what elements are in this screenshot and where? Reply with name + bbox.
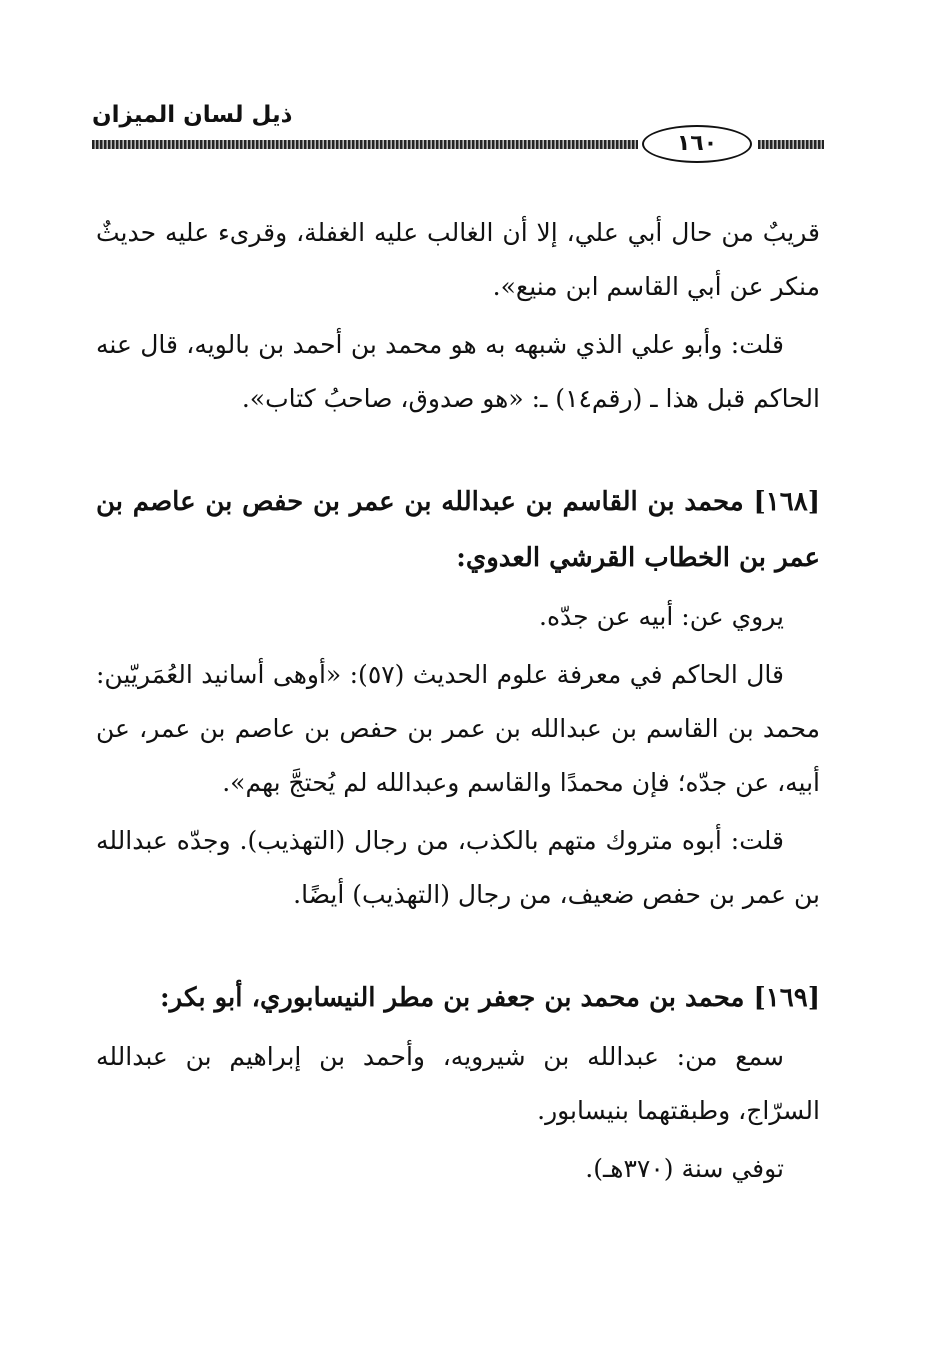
paragraph: سمع من: عبدالله بن شيرويه، وأحمد بن إبراهيم بن عبدالله السرّاج، وطبقتهما بنيسابور. [96,1042,820,1125]
paragraph: قلت: أبوه متروك متهم بالكذب، من رجال (التهذيب). وجدّه عبدالله بن عمر بن حفص ضعيف، من رجال (التهذيب) أيضًا. [96,826,820,909]
paragraph: قريبٌ من حال أبي علي، إلا أن الغالب عليه الغفلة، وقرىء عليه حديثٌ منكر عن أبي القاسم ابن منيع». [96,218,820,301]
entry-heading: [١٦٨] محمد بن القاسم بن عبدالله بن عمر بن حفص بن عاصم بن عمر بن الخطاب القرشي العدوي: [96,487,820,573]
page-number: ١٦٠ [642,125,752,163]
page-body [96,206,820,1196]
paragraph: قلت: وأبو علي الذي شبهه به هو محمد بن أحمد بن بالويه، قال عنه الحاكم قبل هذا ـ (رقم١٤) ـ: «هو صدوق، صاحبُ كتاب». [96,330,820,413]
header-rule-left [92,140,638,149]
paragraph: توفي سنة (٣٧٠هـ). [585,1154,784,1183]
paragraph: قال الحاكم في معرفة علوم الحديث (٥٧): «أوهى أسانيد العُمَريّين: محمد بن القاسم بن عبدالله بن عمر بن حفص بن عاصم بن عمر، عن أبيه، عن جدّه؛ فإن محمدًا والقاسم وعبدالله لم يُحتجَّ بهم». [96,660,820,797]
section-gap [96,426,820,474]
section-gap [96,922,820,970]
header-rule-right [758,140,824,149]
entry-heading: [١٦٩] محمد بن محمد بن جعفر بن مطر النيسابوري، أبو بكر: [160,983,820,1013]
paragraph: يروي عن: أبيه عن جدّه. [539,602,784,631]
running-header-title: ذيل لسان الميزان [92,102,293,128]
